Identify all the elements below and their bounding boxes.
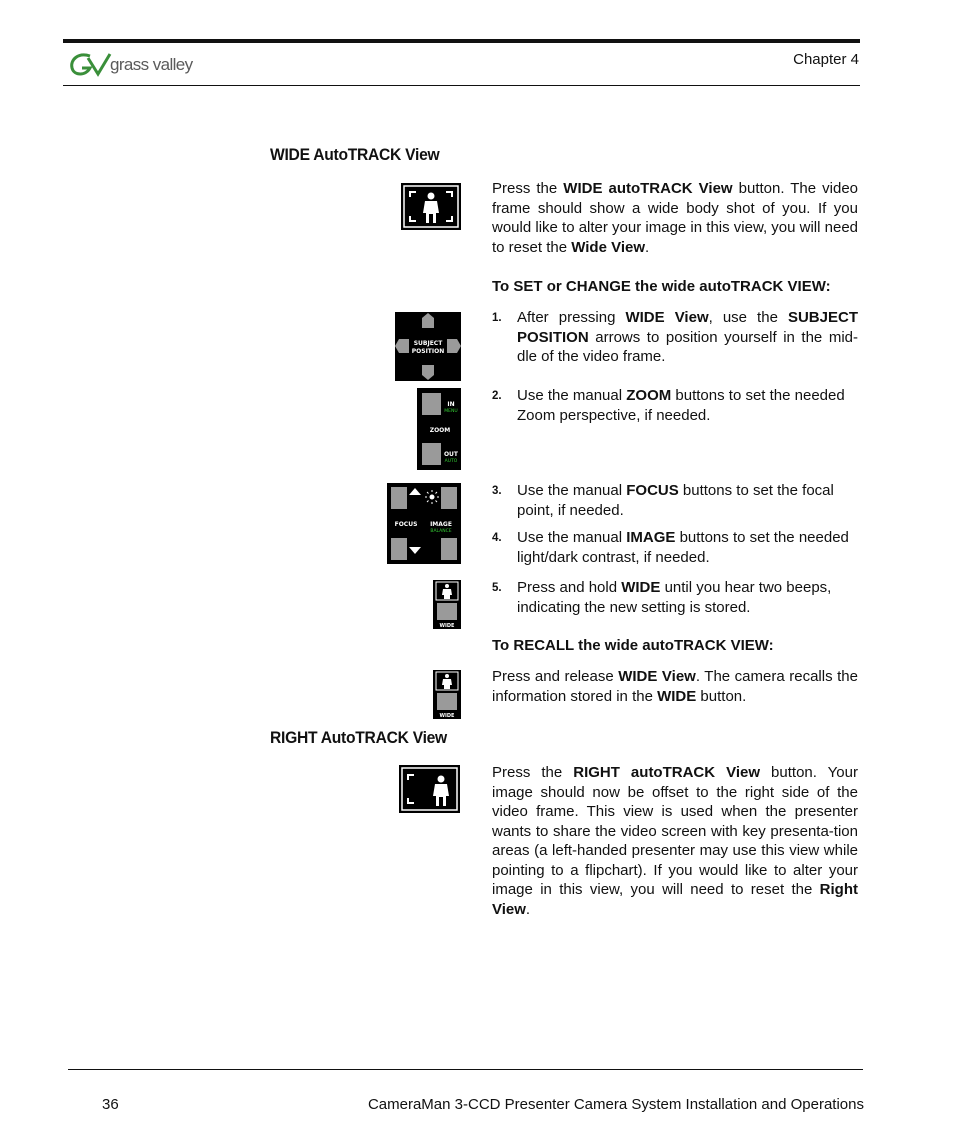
wide-view-button-image xyxy=(401,183,461,230)
zoom-in-label: IN xyxy=(447,401,455,408)
wide-intro-paragraph: Press the WIDE autoTRACK View button. The video frame should show a wide body shot of you. If you would like to alter your image in this view, you will need to reset the Wide View. xyxy=(492,180,859,256)
right-section-title: RIGHT AutoTRACK View xyxy=(270,728,447,747)
wide-label-recall: WIDE xyxy=(439,713,455,719)
gv-logo-icon xyxy=(68,50,112,80)
step-2: 2. Use the manual ZOOM buttons to set the needed Zoom perspective, if needed. xyxy=(492,387,845,424)
wide-body-icon xyxy=(401,183,461,230)
step-1: 1. After pressing WIDE View, use the SUBJECT POSITION arrows to position yourself in the mid-dle of the video frame. xyxy=(492,309,858,365)
zoom-out-sub-label: AUTO xyxy=(444,459,458,464)
wide-label: WIDE xyxy=(439,623,455,629)
wide-small-button-icon-recall xyxy=(433,670,461,719)
step-3: 3. Use the manual FOCUS buttons to set the focal point, if needed. xyxy=(492,482,834,519)
set-wide-heading: To SET or CHANGE the wide autoTRACK VIEW: xyxy=(492,278,831,295)
footer-rule xyxy=(68,1069,863,1070)
brightness-sun-icon xyxy=(425,490,439,504)
document-title: CameraMan 3-CCD Presenter Camera System Installation and Operations xyxy=(367,1096,864,1113)
recall-wide-paragraph: Press and release WIDE View. The camera recalls the information stored in the WIDE button. xyxy=(492,668,858,705)
right-intro-paragraph: Press the RIGHT autoTRACK View button. Your image should now be offset to the right side of the video frame. This view is used when the presenter wants to share the video screen with key presenta-tion areas (a left-handed presenter may use this view while pointing to a flipchart). If you would like to alter your image in this view, you will need to reset the Right View. xyxy=(492,764,858,918)
wide-button-small-image-recall xyxy=(433,670,461,719)
position-label: POSITION xyxy=(411,348,445,355)
subject-position-arrows-icon xyxy=(395,312,461,381)
wide-small-button-icon xyxy=(433,580,461,629)
header-rule xyxy=(63,85,860,86)
subject-label: SUBJECT xyxy=(413,340,443,347)
right-body-icon xyxy=(399,765,460,813)
header-top-rule xyxy=(63,39,860,43)
image-sub-label: BALANCE xyxy=(430,529,452,534)
focus-image-buttons-image xyxy=(387,483,461,564)
zoom-out-label: OUT xyxy=(443,451,459,458)
chapter-label: Chapter 4 xyxy=(793,51,859,68)
grass-valley-logo xyxy=(68,50,218,80)
wide-button-small-image xyxy=(433,580,461,629)
wide-section-title: WIDE AutoTRACK View xyxy=(270,145,440,164)
recall-wide-heading: To RECALL the wide autoTRACK VIEW: xyxy=(492,637,774,654)
page-number: 36 xyxy=(102,1096,119,1113)
focus-image-buttons-icon xyxy=(387,483,461,564)
focus-label: FOCUS xyxy=(394,521,418,528)
step-5: 5. Press and hold WIDE until you hear two beeps, indicating the new setting is stored. xyxy=(492,579,832,616)
subject-position-pad-image xyxy=(395,312,461,381)
zoom-label: ZOOM xyxy=(429,427,451,434)
step-4: 4. Use the manual IMAGE buttons to set the needed light/dark contrast, if needed. xyxy=(492,529,849,566)
logo-text: grass valley xyxy=(110,55,193,74)
zoom-in-sub-label: MENU xyxy=(444,409,458,414)
right-view-button-image xyxy=(399,765,460,813)
moon-icon xyxy=(427,543,434,557)
zoom-buttons-image xyxy=(417,388,461,470)
image-label: IMAGE xyxy=(430,521,452,528)
zoom-buttons-icon xyxy=(417,388,461,470)
